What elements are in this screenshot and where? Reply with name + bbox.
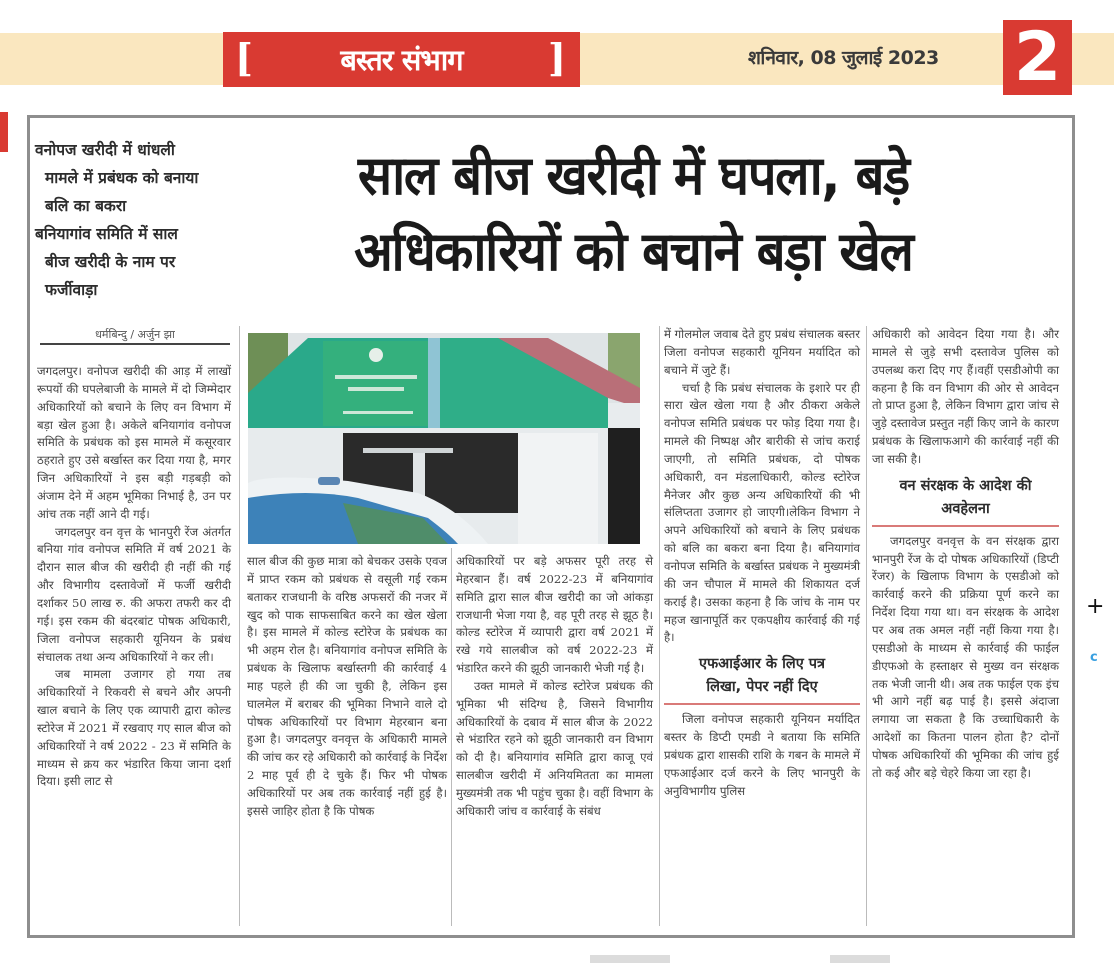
photo-building-awning-icon: [248, 333, 640, 544]
article-column-2: [247, 553, 447, 821]
subheading-line: एफआईआर के लिए पत्र: [698, 656, 825, 673]
bracket-left: [: [235, 35, 253, 80]
article-column-5: [872, 326, 1059, 783]
article-headline: [262, 138, 1005, 290]
subheading-order-neglect: [872, 475, 1059, 527]
column-divider: [239, 326, 240, 926]
paragraph: जब मामला उजागर हो गया तब अधिकारियों ने रिकवरी से बचने और अपनी खाल बचाने के लिए एक व्यापारी द्वारा कोल्ड स्टोरेज में 2021 में रखवाए गए साल बीज को अधिकारियों ने वर्ष 2022 - 23 में समिति के माध्यम से क्रय कर भंडारित किया जाना दर्शा दिया। इसी लाट से: [37, 667, 231, 789]
next-article-fragment: [590, 955, 670, 963]
column-divider: [659, 326, 660, 926]
paragraph: जगदलपुर वनवृत्त के वन संरक्षक द्वारा भानपुरी रेंज के दो पोषक अधिकारियों (डिप्टी रेंजर) के खिलाफ विभाग के एसडीओ को कार्रवाई करने की प्रक्रिया पूर्ण करने का निर्देश दिया गया था। वन संरक्षक के आदेश पर अब तक अमल नहीं नहीं किया गया है। एसडीओ के माध्यम से कार्रवाई की फाईल डीएफओ के हस्ताक्षर से मुख्य वन संरक्षक तक भेजी जानी थी। अब तक फाईल एक इंच भी आगे नहीं बढ़ पाई है। इससे अंदाजा लगाया जा सकता है कि उच्चाधिकारी के आदेशों का कितना पालन होता है? दोनों पोषक अधिकारियों की भूमिका की जांच हुई तो कई और बड़े चेहरे किया जा रहा है।: [872, 533, 1059, 780]
byline: धर्मबिन्दु / अर्जुन झा: [95, 328, 175, 341]
issue-date: शनिवार, 08 जुलाई 2023: [748, 47, 939, 69]
cursor-label: c: [1090, 650, 1098, 665]
byline-rule: [40, 343, 230, 345]
kicker-line: फर्जीवाड़ा: [45, 281, 98, 299]
kicker-item: [35, 136, 235, 220]
subheading-line: वन संरक्षक के आदेश की: [899, 477, 1032, 494]
kicker-line: बलि का बकरा: [45, 197, 127, 215]
paragraph: उक्त मामले में कोल्ड स्टोरेज प्रबंधक की भूमिका भी संदिग्ध है, जिसने विभागीय अधिकारियों के दबाव में साल बीज के 2022 से भंडारित रहने को झूठी जानकारी वन विभाग को दी है। बनियागांव समिति द्वारा काजू एवं सालबीज खरीदी में अनियमितता का मामला मुख्यमंत्री तक भी पहुंच चुका है। वहीं विभाग के अधिकारी जांच व कार्रवाई के संबंध: [456, 678, 653, 818]
column-divider: [866, 326, 867, 926]
paragraph: अधिकारियों पर बड़े अफसर पूरी तरह से मेहरबान हैं। वर्ष 2022-23 में बनियागांव समिति द्वारा साल बीज खरीदी का जो आंकड़ा राजधानी भेजा गया है, वह पूरी तरह से झूठ है। कोल्ड स्टोरेज में व्यापारी द्वारा वर्ष 2021 में रखे गये सालबीज को वर्ष 2022-23 में भंडारित करने की झूठी जानकारी भेजी गई है।: [456, 554, 653, 676]
kicker-line: बनियागांव समिति में साल: [35, 225, 178, 243]
section-label-box: [223, 32, 580, 87]
paragraph: साल बीज की कुछ मात्रा को बेचकर उसके एवज में प्राप्त रकम को प्रबंधक से वसूली गई रकम बताकर राजधानी के वरिष्ठ अफसरों की नजर में खुद को पाक साफसाबित करने का खेल खेला है। इस मामले में कोल्ड स्टोरेज के प्रबंधक का भी अहम रोल है। बनियागांव वनोपज समिति के प्रबंधक के खिलाफ बर्खास्तगी की कार्रवाई 4 माह पहले ही की जा चुकी है, लेकिन इस घालमेल में बराबर की भूमिका निभाने वाले दो पोषक अधिकारियों पर विभाग मेहरबान बना हुआ है। जगदलपुर वनवृत्त के अधिकारी मामले की जांच कर रहे अधिकारी को कार्रवाई के निर्देश 2 माह पूर्व ही दे चुके हैं। फिर भी पोषक अधिकारियों पर अब तक कार्रवाई नहीं हुई है। इससे जाहिर होता है कि पोषक: [247, 554, 447, 818]
article-column-3: [456, 553, 653, 821]
column-divider: [451, 548, 452, 926]
bracket-right: ]: [548, 35, 566, 80]
paragraph: जगदलपुर वन वृत्त के भानपुरी रेंज अंतर्गत बनिया गांव वनोपज समिति में वर्ष 2021 के दौरान साल बीज की खरीदी ही नहीं की गई और विभागीय दस्तावेजों में फर्जी खरीदी दर्शाकर 50 लाख रु. की अफरा तफरी कर दी गई। इस रकम की बंदरबांट पोषक अधिकारी, जिला वनोपज सहकारी यूनियन के प्रबंध संचालक तथा अन्य अधिकारियों ने कर ली।: [37, 524, 231, 664]
subheading-line: अवहेलना: [941, 500, 990, 517]
kicker-line: मामले में प्रबंधक को बनाया: [45, 169, 199, 187]
headline-line: अधिकारियों को बचाने बड़ा खेल: [354, 220, 913, 283]
paragraph: जगदलपुर। वनोपज खरीदी की आड़ में लाखों रूपयों की घपलेबाजी के मामले में दो जिम्मेदार अधिकारियों को बचाने के लिए वन विभाग में बड़ा खेल हुआ है। अकेले बनियागांव वनोपज समिति के प्रबंधक को इस मामले में कसूरवार ठहराते हुए उसे बर्खास्त कर दिया गया है, मगर जिन अधिकारियों ने इस बड़ी गड़बड़ी को अंजाम देने में अहम भूमिका निभाई है, उन पर आंच तक नहीं आने दी गई।: [37, 364, 231, 521]
next-article-fragment: [830, 955, 890, 963]
subheading-fir: [664, 653, 860, 705]
article-column-1: [37, 363, 231, 791]
paragraph: चर्चा है कि प्रबंध संचालक के इशारे पर ही सारा खेल खेला गया है और ठीकरा अकेले वनोपज समिति प्रबंधक पर फोड़ दिया गया है। मामले की निष्पक्ष और बारीकी से जांच कराई जाएगी, तो समिति प्रबंधक, दो पोषक अधिकारी, वन मंडलाधिकारी, कोल्ड स्टोरेज मैनेजर और कुछ अन्य अधिकारियों की भी संलिप्तता उजागर हो जाएगी।लेकिन विभाग ने अपने अधिकारियों को बचाने के लिए प्रबंधक को बलि का बकरा बना दिया है। बनियागांव वनोपज समिति के बर्खास्त प्रबंधक ने मुख्यमंत्री की जन चौपाल में मामले की शिकायत दर्ज कराई है। उसका कहना है कि जांच के नाम पर महज खानापूर्ति कर एकपक्षीय कार्रवाई की गई है।: [664, 380, 860, 645]
paragraph: जिला वनोपज सहकारी यूनियन मर्यादित बस्तर के डिप्टी एमडी ने बताया कि समिति प्रबंधक द्वारा शासकी राशि के गबन के मामले में एफआईआर दर्ज करने के लिए भानपुरी के अनुविभागीय पुलिस: [664, 712, 860, 798]
page-number: 2: [1003, 20, 1072, 95]
paragraph: अधिकारी को आवेदन दिया गया है। और मामले से जुड़े सभी दस्तावेज पुलिस को उपलब्ध करा दिए गए हैं।वहीं एसडीओपी का कहना है कि वन विभाग की ओर से आवेदन तो प्राप्त हुआ है, लेकिन विभाग द्वारा जांच से जुड़े दस्तावेज प्रस्तुत नहीं किए जाने के कारण प्रबंधक के खिलाफआगे की कार्रवाई नहीं की जा सकी है।: [872, 327, 1059, 466]
article-kicker: [35, 136, 235, 304]
left-accent-strip: [0, 112, 8, 152]
headline-line: साल बीज खरीदी में घपला, बड़े: [357, 144, 909, 207]
kicker-line: बीज खरीदी के नाम पर: [45, 253, 176, 271]
subheading-line: लिखा, पेपर नहीं दिए: [706, 679, 818, 696]
crosshair-cursor-icon: +: [1086, 594, 1105, 619]
kicker-item: [35, 220, 235, 304]
paragraph: में गोलमोल जवाब देते हुए प्रबंध संचालक बस्तर जिला वनोपज सहकारी यूनियन मर्यादित को बचाने में जुटे हैं।: [664, 327, 860, 377]
section-label: बस्तर संभाग: [340, 43, 463, 77]
article-photo: [248, 333, 640, 544]
kicker-line: वनोपज खरीदी में धांधली: [35, 141, 175, 159]
article-column-4: [664, 326, 860, 800]
